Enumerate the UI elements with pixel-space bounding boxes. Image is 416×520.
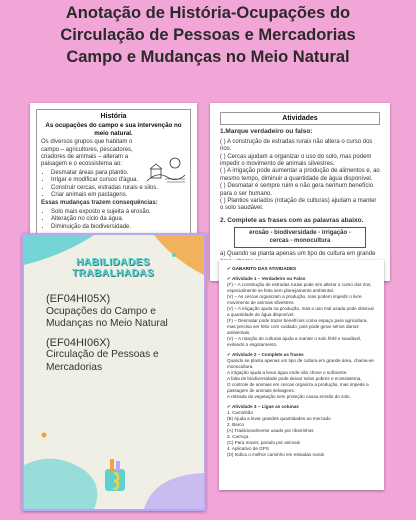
answer-item: (D) Indica o melhor caminho em estradas rurais [227, 452, 325, 457]
list-item: • Solo mais exposto e sujeita à erosão. [51, 209, 186, 216]
tf-item: ( ) Cercas ajudam a organizar o uso do solo, mas podem impedir o movimento de animais silvestres. [220, 153, 372, 168]
tf-item: ( ) A irrigação pode aumentar a produção de alimentos e, ao mesmo tempo, diminuir a quantidade de água disponível. [220, 168, 380, 182]
check-icon: ✔ [227, 276, 231, 281]
skill-code-1: (EF04HI05X) [46, 293, 111, 305]
answer-item: (F) – Desmatar pode trazer benefícios como espaço para agricultura, mas precisa ser feito com cuidado, pois pode gerar sérios danos ambientais. [227, 318, 368, 335]
historia-subheading: As ocupações do campo e sua intervenção no meio natural. [45, 122, 182, 137]
answer-item: (F) – A construção de estradas rurais pode sim alterar o curso dos rios, especialmente se feita sem planejamento ambiental. [227, 282, 372, 293]
check-icon: ✔ [227, 352, 231, 357]
habilidades-page[interactable] [22, 233, 206, 511]
atividades-page[interactable] [210, 103, 390, 281]
title-line-1: Anotação de História-Ocupações do [65, 4, 351, 22]
habilidades-list [46, 293, 196, 374]
atividades-heading: Atividades [220, 112, 380, 125]
answer-item: A retirada da vegetação sem proteção causa erosão do solo. [227, 394, 351, 399]
skill-text-1: Ocupações do Campo e Mudanças no Meio Natural [46, 305, 168, 329]
skill-text-2: Circulação de Pessoas e Mercadorias [46, 349, 159, 373]
pencil-cup-icon [102, 457, 128, 493]
answer-item: A irrigação ajuda a levar água onde não chove o suficiente. [227, 370, 348, 375]
list-item: • Desmatar áreas para plantio. [51, 170, 186, 177]
answer-item: A falta de biodiversidade pode deixar solos pobres e ecossistema. [227, 376, 362, 381]
habilidades-title-2: TRABALHADAS [71, 268, 155, 279]
answer-item: 1. Caminhão [227, 410, 254, 415]
list-item: • Construir cercas, estradas rurais e silos. [51, 185, 186, 192]
answer-item: (V) – A rotação de culturas ajuda a manter o solo fértil e saudável, evitando o esgotamento. [227, 336, 362, 347]
answer-item: 2. Barco [227, 422, 245, 427]
list-item: • Criar animais em pastagens. [51, 192, 186, 199]
farm-illustration-icon [145, 155, 187, 185]
answer-item: (V) – A irrigação ajuda na produção, mas o uso mal usada pode diminuir a quantidade de água disponível. [227, 306, 375, 317]
consequences-title: Essas mudanças trazem consequências: [41, 200, 158, 207]
tf-item: ( ) Plantios variados (rotação de culturas) ajudam a manter o solo saudável. [220, 198, 377, 212]
answer-item: O controle de animais em cercas organiza a produção, mas impede a passagem de animais selvagens. [227, 382, 369, 393]
historia-intro: Os diversos grupos que habitam o campo – agricultores, pescadores, criadores de animais – alteram a paisagem e o ecossistema ao: [41, 139, 133, 168]
historia-heading: História [100, 113, 127, 120]
answer-item: (A) Tradicionalmente usado por ribeirinhos [227, 428, 314, 433]
habilidades-title [68, 257, 158, 279]
gabarito-heading: ✔ GABARITO DAS ATIVIDADES [227, 266, 297, 271]
list-item: • Diminuição da biodiversidade. [51, 224, 186, 231]
habilidades-title-1: HABILIDADES [76, 257, 150, 268]
answer-item: (B) Ajuda a levar grandes quantidades ao mercado [227, 416, 331, 421]
skill-code-2: (EF04HI06X) [46, 336, 111, 349]
answer-item: (V) – As cercas organizam a produção, mas podem impedir o livre movimento de animais silvestres. [227, 294, 362, 305]
activity-1-title: ✔ Atividade 1 – Verdadeiro ou Falso [227, 276, 306, 281]
answer-item: 3. Carroça [227, 434, 249, 439]
activity-2-title: ✔ Atividade 2 – Complete as frases [227, 352, 304, 357]
list-item: • Irrigar e modificar cursos d'água. [51, 177, 186, 184]
answer-item: 4. Aplicativo de GPS [227, 446, 269, 451]
page-title [0, 2, 416, 68]
tf-item: ( ) Desmatar é sempre ruim e não gera nenhum benefício para o ser humano. [220, 183, 374, 197]
tf-item: ( ) A construção de estradas rurais não altera o curso dos rios. [220, 138, 373, 153]
consequences-list [51, 209, 186, 231]
title-line-3: Campo e Mudanças no Meio Natural [66, 48, 350, 66]
gabarito-page[interactable] [219, 260, 384, 490]
question-1: 1.Marque verdadeiro ou falso: [220, 128, 313, 136]
answer-item: Quando se planta apenas um tipo de cultura em grande área, chama-se monocultura. [227, 358, 374, 369]
check-icon: ✔ [227, 266, 231, 271]
activity-3-title: ✔ Atividade 3 – Ligue as colunas [227, 404, 299, 409]
question-2a: a) Quando se planta apenas um tipo de cultura em grande [220, 251, 376, 258]
list-item: • Alteração no ciclo da água. [51, 216, 186, 223]
word-bank: erosão - biodiversidade - irrigação - cercas - monocultura [234, 227, 366, 248]
title-line-2: Circulação de Pessoas e Mercadorias [60, 26, 356, 44]
question-2: 2. Complete as frases com as palavras abaixo. [220, 216, 364, 224]
atividades-box [216, 109, 384, 269]
answer-item: (C) Para mover, parado por animais [227, 440, 301, 445]
check-icon: ✔ [227, 404, 231, 409]
